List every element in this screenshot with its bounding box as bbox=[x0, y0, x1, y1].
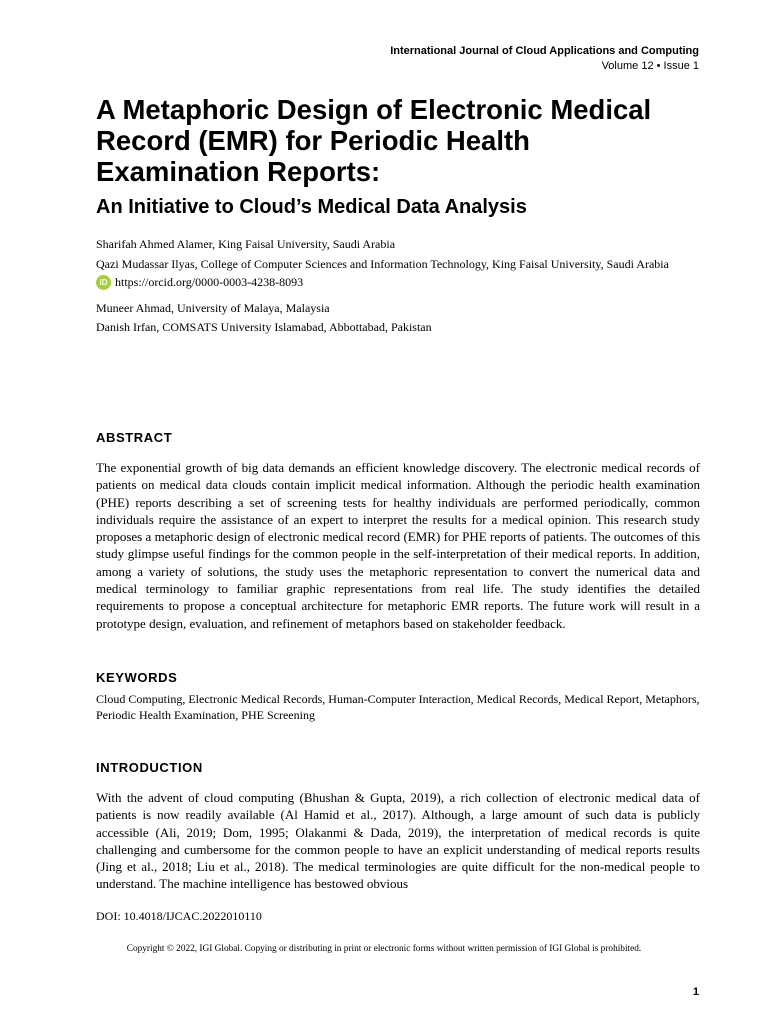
orcid-icon: iD bbox=[96, 275, 111, 290]
author-1: Sharifah Ahmed Alamer, King Faisal University, Saudi Arabia bbox=[96, 237, 396, 251]
journal-volume-issue: Volume 12 • Issue 1 bbox=[601, 60, 699, 72]
introduction-heading: INTRODUCTION bbox=[96, 760, 203, 775]
paper-subtitle: An Initiative to Cloud’s Medical Data Analysis bbox=[96, 196, 527, 218]
author-4: Danish Irfan, COMSATS University Islamabad, Abbottabad, Pakistan bbox=[96, 320, 432, 334]
orcid-link[interactable]: https://orcid.org/0000-0003-4238-8093 bbox=[115, 275, 304, 289]
abstract-heading: ABSTRACT bbox=[96, 430, 173, 445]
keywords-text: Cloud Computing, Electronic Medical Records, Human-Computer Interaction, Medical Records, Medical Report, Metaphors, Periodic Health Examination, PHE Screening bbox=[96, 692, 700, 722]
orcid-row[interactable] bbox=[96, 275, 303, 290]
journal-name: International Journal of Cloud Applications and Computing bbox=[390, 45, 699, 57]
author-3: Muneer Ahmad, University of Malaya, Malaysia bbox=[96, 301, 330, 315]
doi[interactable]: DOI: 10.4018/IJCAC.2022010110 bbox=[96, 909, 262, 923]
abstract-text: The exponential growth of big data demands an efficient knowledge discovery. The electronic medical records of patients on medical data clouds contain implicit medical information. Although the periodic health examination (PHE) reports describing a set of screening tests for healthy individuals are performed periodically, common individuals require the assistance of an expert to interpret the results for a medical opinion. This research study proposes a metaphoric design of electronic medical record (EMR) for PHE reports of patients. The outcomes of this study glimpse useful findings for the common people in the self-interpretation of their medical reports. In addition, among a variety of solutions, the study uses the metaphoric representation to convert the numerical data and medical terminology to familiar graphic representations from real life. The study identifies the detailed requirements to propose a conceptual architecture for metaphoric EMR reports. The future work will result in a prototype design, evaluation, and refinement of metaphors based on stakeholder feedback. bbox=[96, 460, 700, 631]
keywords-heading: KEYWORDS bbox=[96, 670, 178, 685]
copyright-notice: Copyright © 2022, IGI Global. Copying or distributing in print or electronic forms without written permission of IGI Global is prohibited. bbox=[126, 944, 642, 954]
paper-title: A Metaphoric Design of Electronic Medical Record (EMR) for Periodic Health Examination Reports: bbox=[96, 94, 652, 187]
introduction-text: With the advent of cloud computing (Bhushan & Gupta, 2019), a rich collection of electronic medical data of patients is now readily available (Al Hamid et al., 2017). Although, a large amount of such data is publicly accessible (Ali, 2019; Dom, 1995; Olakanmi & Dada, 2019), the interpretation of medical records is quite challenging and cumbersome for the common people to have an explicit understanding of medical reports results (Jing et al., 2018; Liu et al., 2018). The medical terminologies are quite difficult for the non-medical people to understand. The machine intelligence has bestowed obvious bbox=[96, 790, 700, 892]
page-number: 1 bbox=[692, 986, 699, 998]
author-2: Qazi Mudassar Ilyas, College of Computer Sciences and Information Technology, King Faisal University, Saudi Arabia bbox=[96, 257, 669, 271]
